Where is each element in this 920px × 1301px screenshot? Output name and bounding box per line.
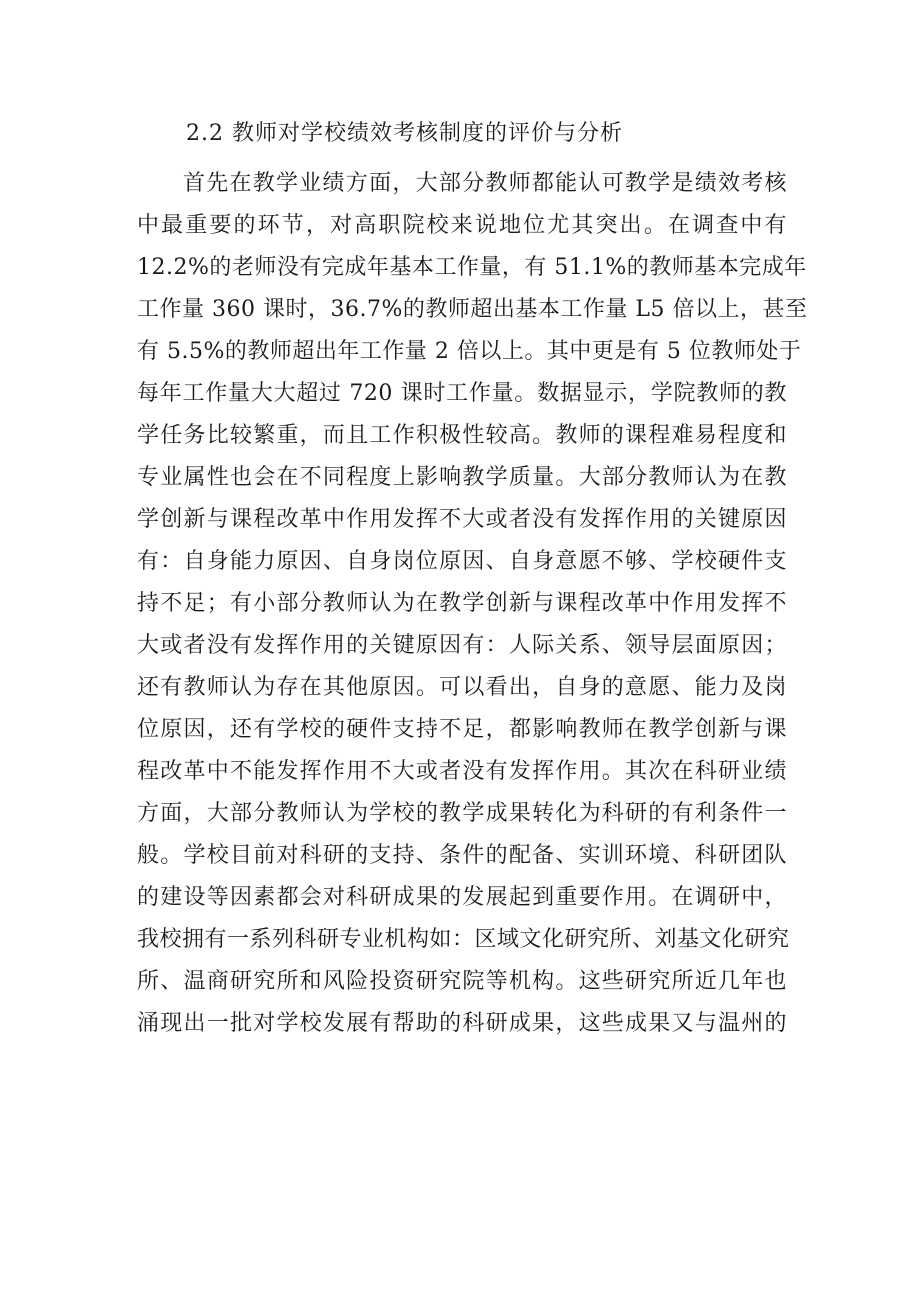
paragraph-line: 所、温商研究所和风险投资研究院等机构。这些研究所近几年也 (137, 969, 787, 994)
paragraph-line: 中最重要的环节，对高职院校来说地位尤其突出。在调查中有 (137, 213, 787, 238)
paragraph-line: 首先在教学业绩方面，大部分教师都能认可教学是绩效考核 (183, 171, 787, 196)
paragraph-line: 学创新与课程改革中作用发挥不大或者没有发挥作用的关键原因 (137, 507, 787, 532)
paragraph-line: 每年工作量大大超过 720 课时工作量。数据显示，学院教师的教 (137, 381, 787, 406)
paragraph-line: 的建设等因素都会对科研成果的发展起到重要作用。在调研中， (137, 885, 787, 910)
paragraph-line: 程改革中不能发挥作用不大或者没有发挥作用。其次在科研业绩 (137, 759, 787, 784)
paragraph-line: 我校拥有一系列科研专业机构如：区域文化研究所、刘基文化研究 (137, 927, 790, 952)
paragraph-line: 12.2%的老师没有完成年基本工作量，有 51.1%的教师基本完成年 (137, 255, 807, 280)
paragraph-line: 专业属性也会在不同程度上影响教学质量。大部分教师认为在教 (137, 465, 787, 490)
paragraph-line: 般。学校目前对科研的支持、条件的配备、实训环境、科研团队 (137, 843, 787, 868)
paragraph-line: 学任务比较繁重，而且工作积极性较高。教师的课程难易程度和 (137, 423, 787, 448)
paragraph-line: 有 5.5%的教师超出年工作量 2 倍以上。其中更是有 5 位教师处于 (137, 339, 802, 364)
body-paragraph (137, 163, 808, 1045)
paragraph-line: 方面，大部分教师认为学校的教学成果转化为科研的有利条件一 (137, 801, 787, 826)
paragraph-line: 涌现出一批对学校发展有帮助的科研成果，这些成果又与温州的 (137, 1011, 787, 1036)
paragraph-line: 有：自身能力原因、自身岗位原因、自身意愿不够、学校硬件支 (137, 549, 787, 574)
paragraph-line: 位原因，还有学校的硬件支持不足，都影响教师在教学创新与课 (137, 717, 787, 742)
paragraph-line: 大或者没有发挥作用的关键原因有：人际关系、领导层面原因； (137, 633, 787, 658)
paragraph-line: 工作量 360 课时，36.7%的教师超出基本工作量 L5 倍以上，甚至 (137, 297, 808, 322)
section-heading: 2.2 教师对学校绩效考核制度的评价与分析 (186, 121, 623, 146)
paragraph-line: 持不足；有小部分教师认为在教学创新与课程改革中作用发挥不 (137, 591, 787, 616)
paragraph-line: 还有教师认为存在其他原因。可以看出，自身的意愿、能力及岗 (137, 675, 787, 700)
